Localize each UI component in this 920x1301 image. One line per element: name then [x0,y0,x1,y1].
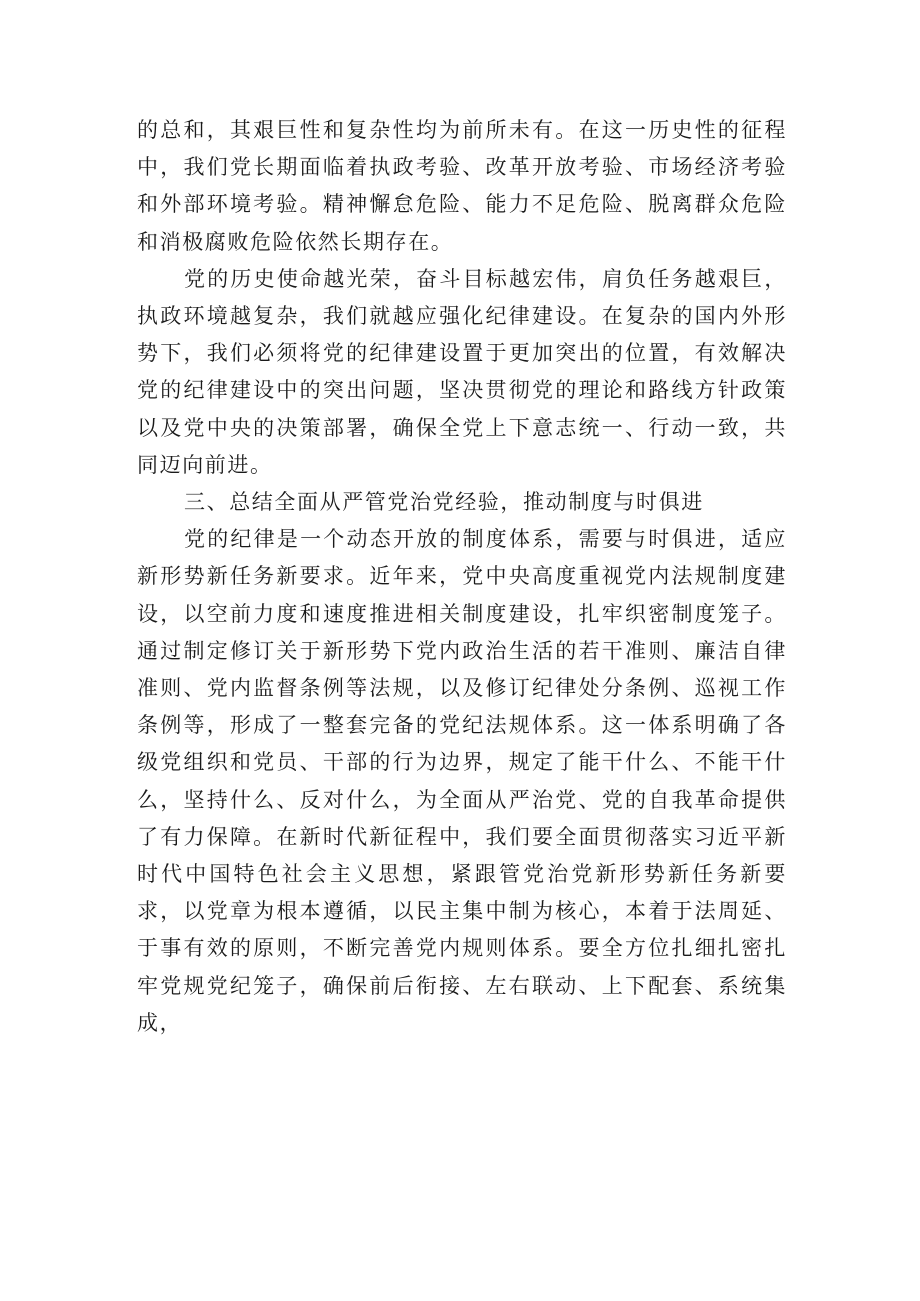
paragraph-continuation: 的总和，其艰巨性和复杂性均为前所未有。在这一历史性的征程中，我们党长期面临着执政考验、改革开放考验、市场经济考验和外部环境考验。精神懈怠危险、能力不足危险、脱离群众危险和消极腐败危险依然长期存在。 [137,118,787,254]
paragraph-discipline-system: 党的纪律是一个动态开放的制度体系，需要与时俱进，适应新形势新任务新要求。近年来，党中央高度重视党内法规制度建设，以空前力度和速度推进相关制度建设，扎牢织密制度笼子。通过制定修订关于新形势下党内政治生活的若干准则、廉洁自律准则、党内监督条例等法规，以及修订纪律处分条例、巡视工作条例等，形成了一整套完备的党纪法规体系。这一体系明确了各级党组织和党员、干部的行为边界，规定了能干什么、不能干什么，坚持什么、反对什么，为全面从严治党、党的自我革命提供了有力保障。在新时代新征程中，我们要全面贯彻落实习近平新时代中国特色社会主义思想，紧跟管党治党新形势新任务新要求，以党章为根本遵循，以民主集中制为核心，本着于法周延、于事有效的原则，不断完善党内规则体系。要全方位扎细扎密扎牢党规党纪笼子，确保前后衔接、左右联动、上下配套、系统集成， [137,527,787,1035]
document-page [137,112,787,1042]
paragraph-discipline-importance: 党的历史使命越光荣，奋斗目标越宏伟，肩负任务越艰巨，执政环境越复杂，我们就越应强化纪律建设。在复杂的国内外形势下，我们必须将党的纪律建设置于更加突出的位置，有效解决党的纪律建设中的突出问题，坚决贯彻党的理论和路线方针政策以及党中央的决策部署，确保全党上下意志统一、行动一致，共同迈向前进。 [137,266,787,477]
section-heading-3: 三、总结全面从严管党治党经验，推动制度与时俱进 [184,490,704,515]
